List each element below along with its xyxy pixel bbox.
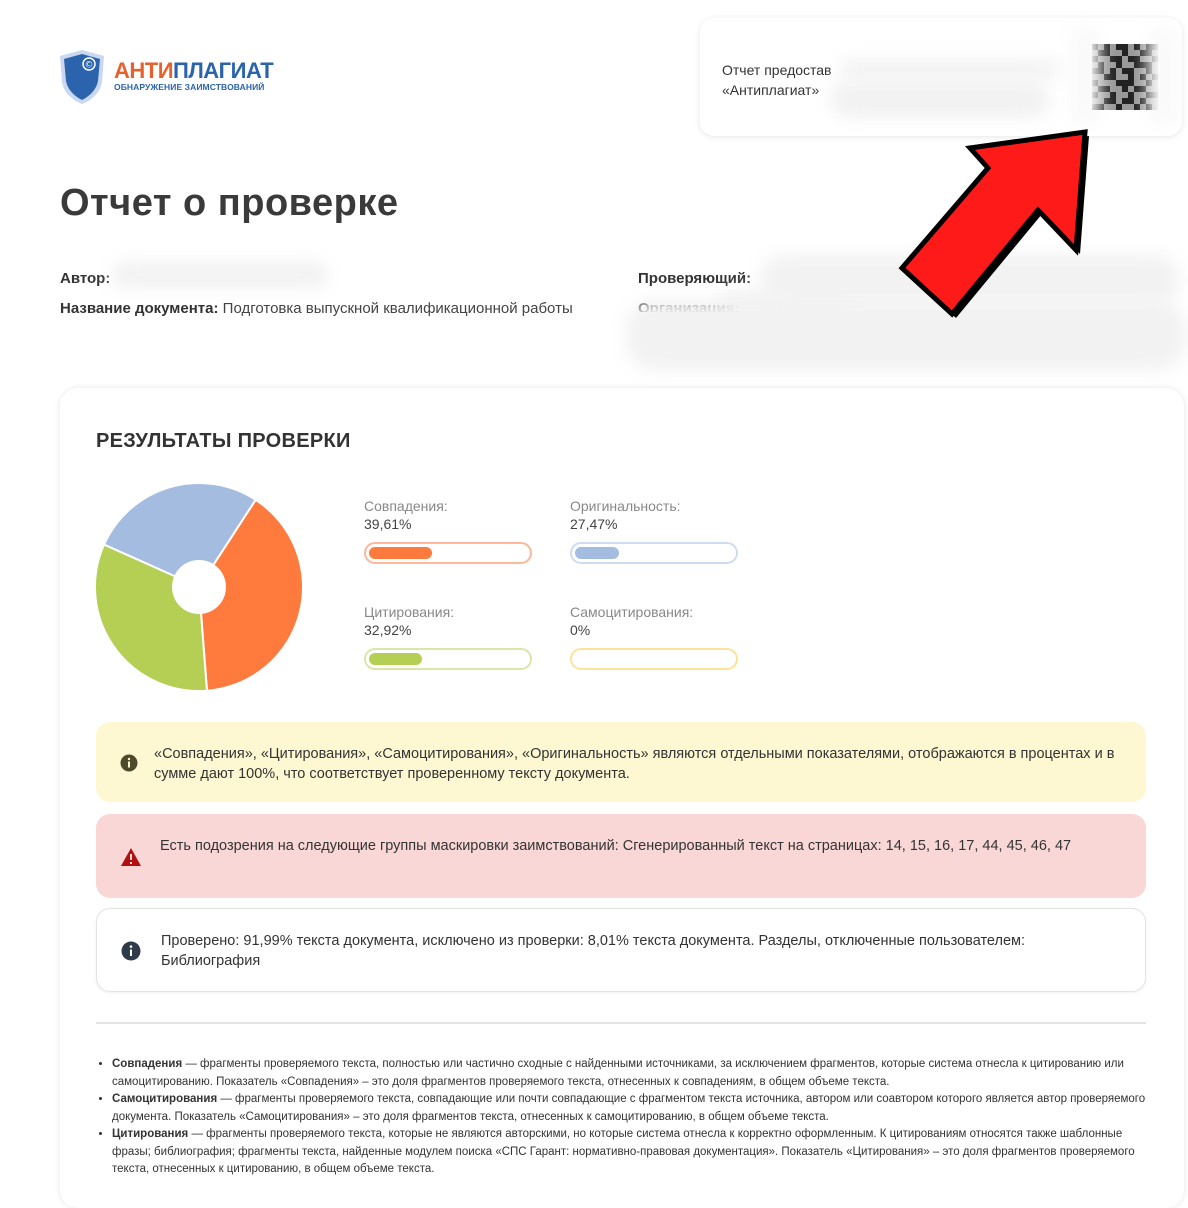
reviewer-row: Проверяющий: — [638, 270, 752, 287]
shield-icon — [58, 48, 106, 106]
info-notice: «Совпадения», «Цитирования», «Самоцитирования», «Оригинальность» являются отдельными показателями, отображаются в процентах и в сумме дают 100%, что соответствует проверенному тексту документа. — [96, 722, 1146, 802]
info-icon — [120, 754, 138, 772]
logo-subtitle: ОБНАРУЖЕНИЕ ЗАИМСТВОВАНИЙ — [114, 82, 265, 92]
definition-item: • Цитирования — фрагменты проверяемого текста, которые не являются авторскими, но которые система отнесла к корректно оформленным. К цитированиям относятся также шаблонные фразы; библиография; фрагменты текста, найденные модулем поиска «СПС Гарант: нормативно-правовая документация». Показатель «Цитирования» – это доля фрагментов проверяемого текста, отнесенных к цитированию, в общем объеме текста. — [112, 1126, 1152, 1179]
pie-chart — [94, 482, 304, 692]
redaction-blur — [112, 262, 328, 288]
definition-item: • Самоцитирования — фрагменты проверяемого текста, совпадающие или почти совпадающие с фрагментом текста источника, автором или соавтором которого является автор проверяемого документа. Показатель «Самоцитирования» – это доля фрагментов текста, отнесенных к самоцитированию, в общем объеме текста. — [112, 1091, 1152, 1126]
results-card — [60, 388, 1184, 1208]
document-name-row: Название документа: Подготовка выпускной квалификационной работы — [60, 300, 573, 317]
redaction-blur — [830, 80, 1050, 118]
svg-text:©: © — [84, 60, 94, 71]
author-row: Автор: — [60, 270, 111, 287]
metric-citations-fill — [369, 653, 422, 665]
metric-originality: Оригинальность: 27,47% — [570, 498, 738, 564]
logo-title: АНТИПЛАГИАТ — [114, 58, 274, 83]
metric-matches-bar — [364, 542, 532, 564]
red-arrow-annotation — [890, 118, 1100, 328]
metric-self-citations: Самоцитирования: 0% — [570, 604, 738, 670]
redaction-blur — [1070, 26, 1100, 126]
metric-originality-fill — [575, 547, 619, 559]
info-icon — [121, 941, 141, 961]
metric-originality-bar — [570, 542, 738, 564]
provider-text: Отчет предостав «Антиплагиат» — [722, 62, 832, 98]
results-title: РЕЗУЛЬТАТЫ ПРОВЕРКИ — [96, 430, 351, 452]
warning-notice: Есть подозрения на следующие группы маскировки заимствований: Сгенерированный текст на страницах: 14, 15, 16, 17, 44, 45, 46, 47 — [96, 814, 1146, 898]
redaction-blur — [840, 60, 1060, 78]
definition-item: • Совпадения — фрагменты проверяемого текста, полностью или частично сходные с найденными источниками, за исключением фрагментов, которые система отнесла к цитированию или самоцитированию. Показатель «Совпадения» – это доля фрагментов проверяемого текста, отнесенных к совпадениям, в общем объеме текста. — [112, 1056, 1152, 1091]
divider — [96, 1022, 1146, 1024]
checked-notice: Проверено: 91,99% текста документа, исключено из проверки: 8,01% текста документа. Разделы, отключенные пользователем: Библиография — [96, 908, 1146, 992]
warning-icon — [120, 847, 142, 867]
antiplagiat-logo — [58, 48, 298, 108]
metric-matches: Совпадения: 39,61% — [364, 498, 532, 564]
metric-matches-fill — [369, 547, 432, 559]
metric-citations-bar — [364, 648, 532, 670]
pie-center-hole — [172, 560, 226, 614]
page-title: Отчет о проверке — [60, 182, 399, 224]
metric-citations: Цитирования: 32,92% — [364, 604, 532, 670]
definitions-list — [94, 1056, 1152, 1179]
redaction-blur — [1148, 26, 1178, 126]
metric-self-citations-bar — [570, 648, 738, 670]
